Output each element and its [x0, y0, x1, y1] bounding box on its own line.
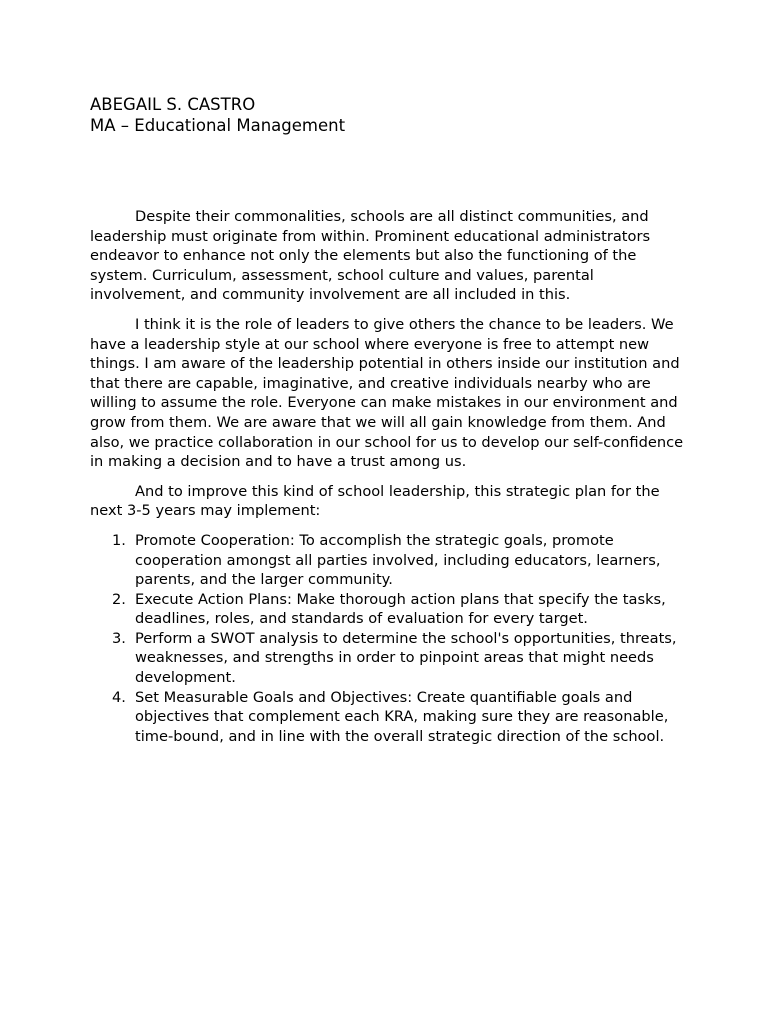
- list-item-text: Promote Cooperation: To accomplish the strategic goals, promote cooperation amongst all parties involved, including educators, learners, parents, and the larger community.: [135, 531, 661, 589]
- list-item: [90, 688, 690, 747]
- list-item-number: 2.: [112, 590, 126, 608]
- list-item: [90, 531, 690, 590]
- paragraph-intro: Despite their commonalities, schools are all distinct communities, and leadership must originate from within. Prominent educational administrators endeavor to enhance not only the elements but also the functioning of the system. Curriculum, assessment, school culture and values, parental involvement, and community involvement are all included in this.: [90, 208, 651, 304]
- paragraph-plan-intro: And to improve this kind of school leadership, this strategic plan for the next 3-5 years may implement:: [90, 482, 660, 520]
- list-item-number: 3.: [112, 629, 126, 647]
- paragraph-leadership: I think it is the role of leaders to give others the chance to be leaders. We have a leadership style at our school where everyone is free to attempt new things. I am aware of the leadership potential in others inside our institution and that there are capable, imaginative, and creative individuals nearby who are willing to assume the role. Everyone can make mistakes in our environment and grow from them. We are aware that we will all gain knowledge from them. And also, we practice collaboration in our school for us to develop our self-confidence in making a decision and to have a trust among us.: [90, 315, 684, 471]
- list-item-number: 1.: [112, 531, 126, 549]
- degree-program: MA – Educational Management: [90, 116, 346, 135]
- document-body: [90, 207, 690, 746]
- strategic-plan-list: [90, 531, 690, 747]
- author-name: ABEGAIL S. CASTRO: [90, 95, 256, 114]
- list-item-text: Execute Action Plans: Make thorough action plans that specify the tasks, deadlines, roles, and standards of evaluation for every target.: [135, 590, 666, 628]
- list-item-text: Set Measurable Goals and Objectives: Create quantifiable goals and objectives that complement each KRA, making sure they are reasonable, time-bound, and in line with the overall strategic direction of the school.: [135, 688, 669, 745]
- list-item-number: 4.: [112, 688, 126, 706]
- list-item: [90, 629, 690, 688]
- list-item-text: Perform a SWOT analysis to determine the school's opportunities, threats, weaknesses, and strengths in order to pinpoint areas that might needs development.: [135, 629, 677, 687]
- document-header: [90, 94, 345, 136]
- list-item: [90, 590, 690, 629]
